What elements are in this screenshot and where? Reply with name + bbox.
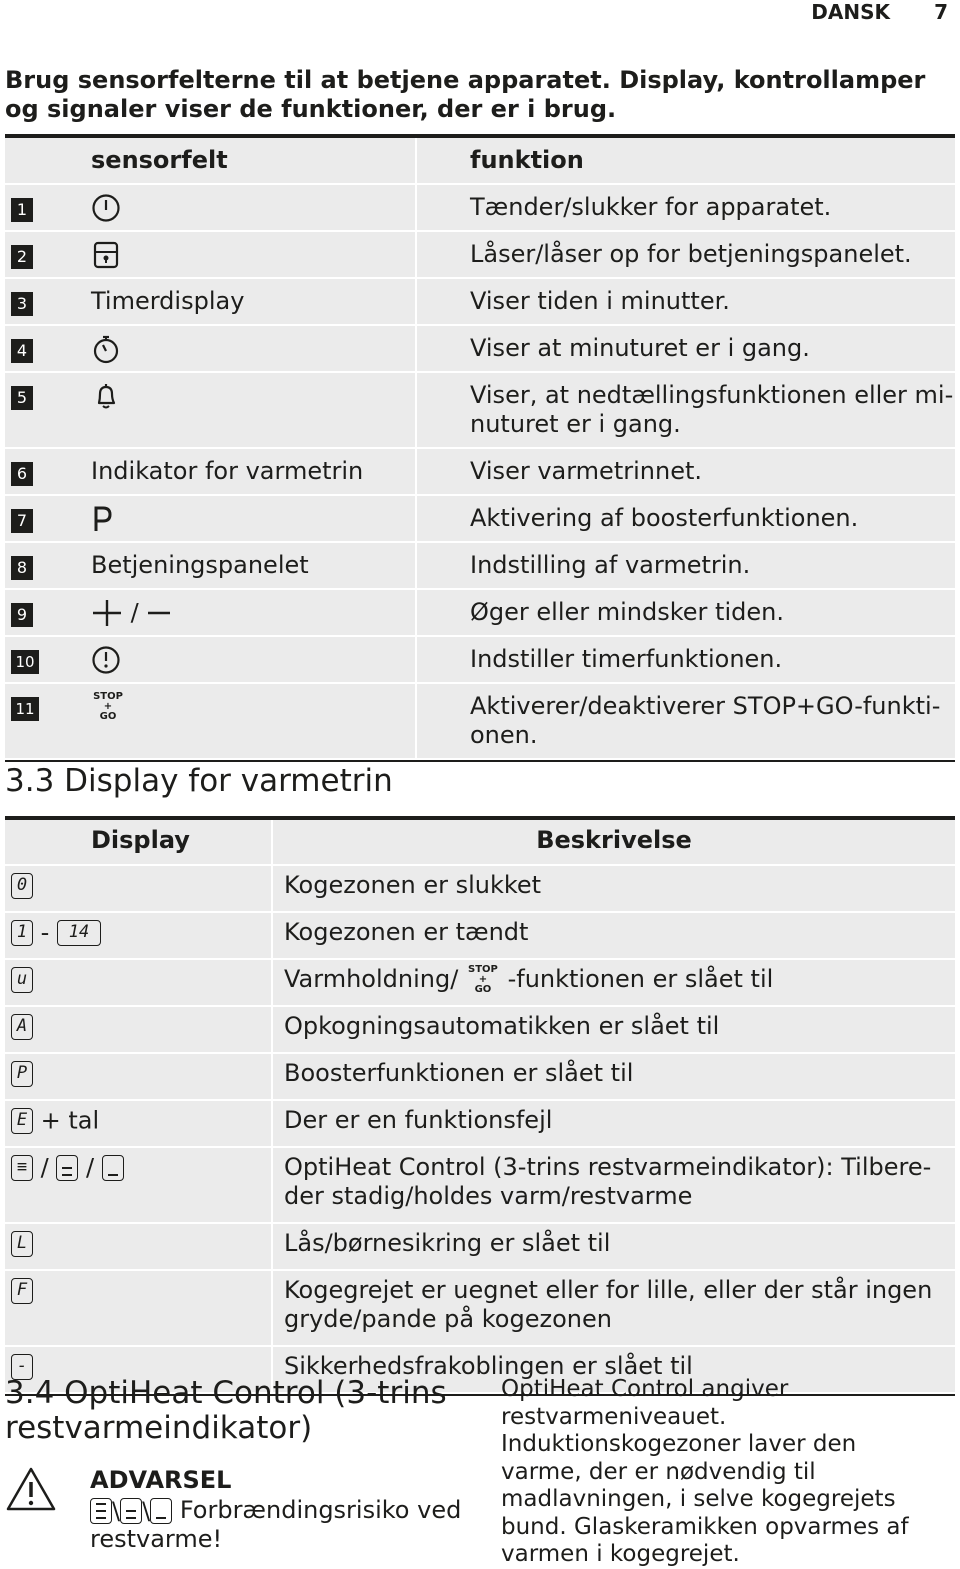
table-row: ≡ / / OptiHeat Control (3-trins restvarmeindikator): Tilbereder stadig/holdes varm/restvarme [5, 1148, 955, 1224]
row-function: Viser tiden i minutter. [415, 279, 955, 324]
row-description: Lås/børnesikring er slået til [271, 1224, 955, 1269]
row-function: Viser varmetrinnet. [415, 449, 955, 494]
row-description-suffix: -funktionen er slået til [507, 965, 774, 993]
section-title-33: 3.3 Display for varmetrin [5, 763, 393, 799]
warning-triangle-icon [5, 1466, 57, 1512]
intro-text: Brug sensorfelterne til at betjene apparatet. Display, kontrollamper og signaler viser de funktioner, der er i brug. [5, 66, 926, 123]
warning-text: Forbrændingsrisiko ved restvarme! [90, 1496, 462, 1553]
row-sensor: Indikator for varmetrin [91, 457, 364, 485]
optiheat-body-text: OptiHeat Control angiver restvarmeniveauet. Induktionskogezoner laver den varme, der er nødvendig til madlavningen, i selve kogegrejets bund. Glaskeramikken opvarmes af varmen i kogegrejet. [501, 1376, 909, 1567]
display-symbol-heat-low [102, 1155, 124, 1181]
row-function: Viser, at nedtællingsfunktionen eller minuturet er i gang. [415, 373, 955, 447]
stopwatch-icon [91, 334, 121, 364]
row-function: Låser/låser op for betjeningspanelet. [415, 232, 955, 277]
display-symbol-e: E [11, 1108, 33, 1134]
display-symbol-heat-high: ≡ [11, 1155, 33, 1181]
table-row [5, 373, 955, 449]
table-header-row [5, 138, 955, 185]
table-row [5, 232, 955, 279]
lock-icon [91, 240, 121, 270]
display-table [5, 816, 955, 1396]
stop-go-icon: STOP + GO [93, 691, 123, 722]
heat-low-symbol [150, 1498, 172, 1524]
row-description: Sikkerhedsfrakoblingen er slået til [271, 1347, 955, 1392]
row-description: Kogezonen er tændt [271, 913, 955, 958]
display-symbol-dash: - [11, 1354, 33, 1380]
table-row [5, 449, 955, 496]
bell-icon [91, 381, 121, 411]
table-row [5, 1101, 955, 1148]
row-description: Kogegrejet er uegnet eller for lille, eller der står ingen gryde/pande på kogezonen [271, 1271, 955, 1345]
display-symbol-0: 0 [11, 873, 33, 899]
section-title-34: 3.4 OptiHeat Control (3-trins restvarmeindikator) [5, 1375, 447, 1446]
display-symbol-l: L [11, 1231, 33, 1257]
table-row [5, 543, 955, 590]
row-number-badge: 7 [11, 509, 33, 533]
row-number-badge: 8 [11, 556, 33, 580]
row-sensor: Timerdisplay [91, 287, 245, 315]
display-symbol-f: F [11, 1278, 33, 1304]
heat-high-symbol [90, 1498, 112, 1524]
table-row [5, 1271, 955, 1347]
row-sensor: Betjeningspanelet [91, 551, 309, 579]
row-number-badge: 4 [11, 339, 33, 363]
row-number-badge: 2 [11, 245, 33, 269]
heat-mid-symbol [120, 1498, 142, 1524]
minus-icon [146, 598, 172, 628]
table-row [5, 1224, 955, 1271]
display-extra-text: + tal [40, 1106, 100, 1135]
row-description: Opkogningsautomatikken er slået til [271, 1007, 955, 1052]
row-number-badge: 5 [11, 386, 33, 410]
row-function: Viser at minuturet er i gang. [415, 326, 955, 371]
display-symbol-u: u [11, 967, 33, 993]
table-row [5, 960, 955, 1007]
table-row [5, 279, 955, 326]
row-number-badge: 1 [11, 198, 33, 222]
row-number-badge: 10 [11, 650, 39, 674]
row-number-badge: 6 [11, 462, 33, 486]
display-symbol-heat-mid [56, 1155, 78, 1181]
row-description: Kogezonen er slukket [271, 866, 955, 911]
table-row [5, 866, 955, 913]
table-row [5, 1007, 955, 1054]
row-number-badge: 9 [11, 603, 33, 627]
display-symbol-14: 14 [57, 920, 101, 946]
row-description: Boosterfunktionen er slået til [271, 1054, 955, 1099]
display-symbol-1: 1 [11, 920, 33, 946]
display-symbol-p: P [11, 1061, 33, 1087]
row-function: Aktiverer/deaktiverer STOP+GO-funktionen. [415, 684, 955, 758]
table-row [5, 1054, 955, 1101]
table-row [5, 637, 955, 684]
display-symbol-a: A [11, 1014, 33, 1040]
plus-minus-separator: / [130, 598, 139, 627]
warning-title: ADVARSEL [90, 1466, 232, 1494]
table-row [5, 185, 955, 232]
col-header-sensor: sensorfelt [91, 146, 228, 174]
power-icon [91, 193, 121, 223]
col-header-function: funktion [415, 138, 955, 183]
row-function: Aktivering af boosterfunktionen. [415, 496, 955, 541]
table-row [5, 326, 955, 373]
booster-p-icon [91, 504, 115, 534]
table-row: 1 - 14 Kogezonen er tændt [5, 913, 955, 960]
row-function: Indstilling af varmetrin. [415, 543, 955, 588]
row-number-badge: 3 [11, 292, 33, 316]
language-label: DANSK [811, 0, 890, 24]
row-function: Tænder/slukker for apparatet. [415, 185, 955, 230]
col-header-description: Beskrivelse [271, 820, 955, 864]
row-function: Indstiller timerfunktionen. [415, 637, 955, 682]
plus-icon [91, 598, 123, 628]
col-header-display: Display [91, 826, 190, 854]
row-description: Varmholdning/ [284, 965, 459, 993]
row-function: Øger eller mindsker tiden. [415, 590, 955, 635]
row-description: OptiHeat Control (3-trins restvarmeindikator): Tilbereder stadig/holdes varm/restvarme [271, 1148, 955, 1222]
timer-icon [91, 645, 121, 675]
row-number-badge: 11 [11, 697, 39, 721]
sensor-table [5, 134, 955, 762]
row-description: Der er en funktionsfejl [271, 1101, 955, 1146]
page-number: 7 [934, 0, 948, 24]
stop-go-icon: STOP + GO [468, 964, 498, 995]
table-row [5, 496, 955, 543]
table-header-row [5, 820, 955, 866]
table-row [5, 590, 955, 637]
table-row [5, 684, 955, 760]
